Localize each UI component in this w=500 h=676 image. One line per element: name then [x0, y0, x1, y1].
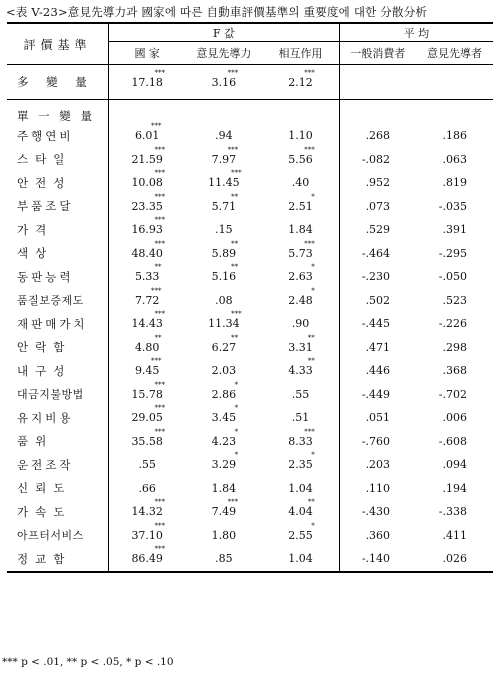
table-row — [7, 500, 493, 524]
table-row — [7, 359, 493, 383]
criterion-name: 재판매가치 — [7, 312, 109, 336]
f-leader-cell: 7.49 *** — [211, 498, 239, 519]
f-leader-cell: 2.86 * — [211, 380, 239, 401]
col-opinion-leadership: 意見先導力 — [185, 42, 262, 65]
f-leader-cell: 11.45 *** — [208, 169, 242, 190]
mean-general-cell: .051 — [365, 411, 391, 425]
criterion-name: 품위 — [7, 430, 109, 454]
f-country-cell: 15.78 *** — [131, 380, 165, 401]
table-row — [7, 265, 493, 289]
f-country-cell: 86.49 *** — [109, 547, 186, 572]
f-interaction-cell: .40 — [262, 171, 339, 195]
f-interaction-cell: 3.31 ** — [262, 336, 339, 360]
f-country-cell: 35.58 *** — [131, 427, 165, 448]
anova-table — [7, 22, 493, 573]
f-interaction-cell: 1.84 — [262, 218, 339, 242]
mean-leader-cell: -.338 — [438, 505, 467, 519]
table-title: <表 V-23>意見先導力과 國家에 따른 自動車評價基準의 重要度에 대한 分散分析 — [6, 5, 428, 19]
f-interaction-cell: 5.73 *** — [262, 242, 339, 266]
f-leader-cell: 6.27 ** — [211, 333, 239, 354]
col-general-consumer: 一般消費者 — [339, 42, 416, 65]
mean-general-cell: -.445 — [361, 317, 391, 331]
mean-leader-cell: .368 — [442, 364, 467, 378]
f-interaction-cell: .90 — [262, 312, 339, 336]
mean-general-cell: .110 — [365, 481, 391, 495]
f-leader-cell: .08 — [215, 293, 233, 307]
table-row — [7, 406, 493, 430]
f-interaction-cell: 2.48 * — [262, 289, 339, 313]
mean-leader-cell: .298 — [442, 340, 467, 354]
f-country-cell: 9.45 *** — [134, 357, 162, 378]
f-interaction-cell: 2.51 * — [262, 195, 339, 219]
mean-general-cell: .073 — [365, 199, 391, 213]
f-country-cell: 10.08 *** — [131, 169, 165, 190]
f-country-cell: 37.10 *** — [131, 521, 165, 542]
f-leader-cell: 5.89 ** — [211, 239, 239, 260]
table-row — [7, 524, 493, 548]
cell-f-country: 17.18 *** — [109, 65, 186, 100]
table-row — [7, 336, 493, 360]
cell-mean-general — [339, 65, 416, 100]
mean-general-cell: .502 — [365, 293, 391, 307]
mean-general-cell: .360 — [365, 528, 391, 542]
f-country-cell: 6.01 *** — [134, 122, 162, 143]
f-interaction-cell: 2.63 * — [262, 265, 339, 289]
f-leader-cell: 4.23 * — [211, 427, 239, 448]
table-row — [7, 383, 493, 407]
cell-f-leader: 3.16 *** — [185, 65, 262, 100]
mean-leader-cell: .411 — [442, 528, 467, 542]
mean-leader-cell: .194 — [442, 481, 467, 495]
f-leader-cell: .94 — [215, 129, 233, 143]
f-country-cell: 14.32 *** — [131, 498, 165, 519]
mean-leader-cell: .094 — [442, 458, 467, 472]
f-interaction-cell: 8.33 *** — [262, 430, 339, 454]
mean-general-cell: .446 — [365, 364, 391, 378]
f-leader-cell: 1.84 — [211, 481, 237, 495]
table-row — [7, 453, 493, 477]
criterion-name: 스타일 — [7, 148, 109, 172]
multivariate-label: 多 變 量 — [7, 65, 109, 100]
mean-leader-cell: .006 — [442, 411, 467, 425]
f-interaction-cell: 2.55 * — [262, 524, 339, 548]
mean-leader-cell: .186 — [442, 129, 467, 143]
table-row — [7, 218, 493, 242]
mean-general-cell: .471 — [365, 340, 391, 354]
criterion-name: 유지비용 — [7, 406, 109, 430]
f-leader-cell: .85 — [185, 547, 262, 572]
f-country-cell: 14.43 *** — [131, 310, 165, 331]
col-opinion-leader: 意見先導者 — [416, 42, 493, 65]
criterion-name: 안락함 — [7, 336, 109, 360]
criteria-header: 評價基準 — [7, 23, 109, 65]
significance-footnote: *** p < .01, ** p < .05, * p < .10 — [2, 656, 174, 668]
criterion-name: 부품조달 — [7, 195, 109, 219]
f-leader-cell: 2.03 — [211, 364, 237, 378]
criterion-name: 대금지불방법 — [7, 383, 109, 407]
mean-general-cell: .952 — [365, 176, 391, 190]
f-country-cell: .66 — [138, 481, 156, 495]
univariate-label: 單 一 變 量 — [7, 108, 109, 124]
f-leader-cell: 1.80 — [211, 528, 237, 542]
table-row — [7, 124, 493, 148]
col-interaction: 相互作用 — [262, 42, 339, 65]
f-country-cell: 5.33 ** — [134, 263, 162, 284]
table-row — [7, 242, 493, 266]
mean-general-cell: -.140 — [339, 547, 416, 572]
f-leader-cell: 5.16 ** — [211, 263, 239, 284]
criterion-name: 운전조작 — [7, 453, 109, 477]
mean-general-cell: -.464 — [361, 246, 391, 260]
f-interaction-cell: 4.33 ** — [262, 359, 339, 383]
criterion-name: 색상 — [7, 242, 109, 266]
criterion-name: 내구성 — [7, 359, 109, 383]
univariate-header-row — [7, 108, 493, 124]
col-country: 國 家 — [109, 42, 186, 65]
mean-general-cell: .529 — [365, 223, 391, 237]
mean-leader-cell: -.702 — [438, 387, 467, 401]
mean-general-cell: -.430 — [361, 505, 391, 519]
table-row — [7, 195, 493, 219]
mean-general-cell: .268 — [365, 129, 391, 143]
criterion-name: 품질보증제도 — [7, 289, 109, 313]
table-row — [7, 289, 493, 313]
f-leader-cell: 3.29 * — [211, 451, 239, 472]
f-country-cell: 21.59 *** — [131, 145, 165, 166]
table-row — [7, 430, 493, 454]
mean-general-cell: -.082 — [361, 152, 391, 166]
f-interaction-cell: 2.35 * — [262, 453, 339, 477]
f-country-cell: 16.93 *** — [131, 216, 165, 237]
mean-general-cell: -.230 — [361, 270, 391, 284]
f-interaction-cell: 1.10 — [262, 124, 339, 148]
criterion-name: 동판능력 — [7, 265, 109, 289]
criterion-name: 안전성 — [7, 171, 109, 195]
f-interaction-cell: .55 — [262, 383, 339, 407]
criterion-name: 아프터서비스 — [7, 524, 109, 548]
mean-leader-cell: .819 — [442, 176, 467, 190]
mean-leader-cell: .026 — [416, 547, 493, 572]
mean-leader-cell: .063 — [442, 152, 467, 166]
criterion-name: 신뢰도 — [7, 477, 109, 501]
table-row — [7, 477, 493, 501]
f-country-cell: 48.40 *** — [131, 239, 165, 260]
mean-leader-cell: -.226 — [438, 317, 467, 331]
mean-leader-cell: -.295 — [438, 246, 467, 260]
header-row-groups — [7, 23, 493, 42]
criterion-name: 주행연비 — [7, 124, 109, 148]
mean-leader-cell: .523 — [442, 293, 467, 307]
f-interaction-cell: 1.04 — [262, 477, 339, 501]
mean-general-cell: .203 — [365, 458, 391, 472]
criterion-name: 가속도 — [7, 500, 109, 524]
f-interaction-cell: .51 — [262, 406, 339, 430]
mean-leader-cell: -.608 — [438, 434, 467, 448]
f-country-cell: 23.35 *** — [131, 192, 165, 213]
f-leader-cell: 5.71 ** — [211, 192, 239, 213]
f-leader-cell: 11.34 *** — [208, 310, 242, 331]
criterion-name: 정교함 — [7, 547, 109, 572]
f-interaction-cell: 1.04 — [262, 547, 339, 572]
f-country-cell: 7.72 *** — [134, 286, 162, 307]
f-leader-cell: 7.97 *** — [211, 145, 239, 166]
mean-general-cell: -.449 — [361, 387, 391, 401]
f-leader-cell: 3.45 * — [211, 404, 239, 425]
cell-mean-leader — [416, 65, 493, 100]
mean-leader-cell: -.050 — [438, 270, 467, 284]
f-country-cell: 29.05 *** — [131, 404, 165, 425]
mean-leader-cell: .391 — [442, 223, 467, 237]
mean-header: 平 均 — [339, 23, 493, 42]
f-value-header: F 값 — [109, 23, 340, 42]
f-interaction-cell: 5.56 *** — [262, 148, 339, 172]
multivariate-row — [7, 65, 493, 100]
mean-general-cell: -.760 — [361, 434, 391, 448]
mean-leader-cell: -.035 — [438, 199, 467, 213]
cell-f-interaction: 2.12 *** — [262, 65, 339, 100]
table-row — [7, 312, 493, 336]
table-row — [7, 171, 493, 195]
table-row — [7, 148, 493, 172]
f-interaction-cell: 4.04 ** — [262, 500, 339, 524]
f-leader-cell: .15 — [215, 223, 233, 237]
f-country-cell: .55 — [138, 458, 156, 472]
criterion-name: 가격 — [7, 218, 109, 242]
table-row — [7, 547, 493, 572]
f-country-cell: 4.80 ** — [134, 333, 162, 354]
